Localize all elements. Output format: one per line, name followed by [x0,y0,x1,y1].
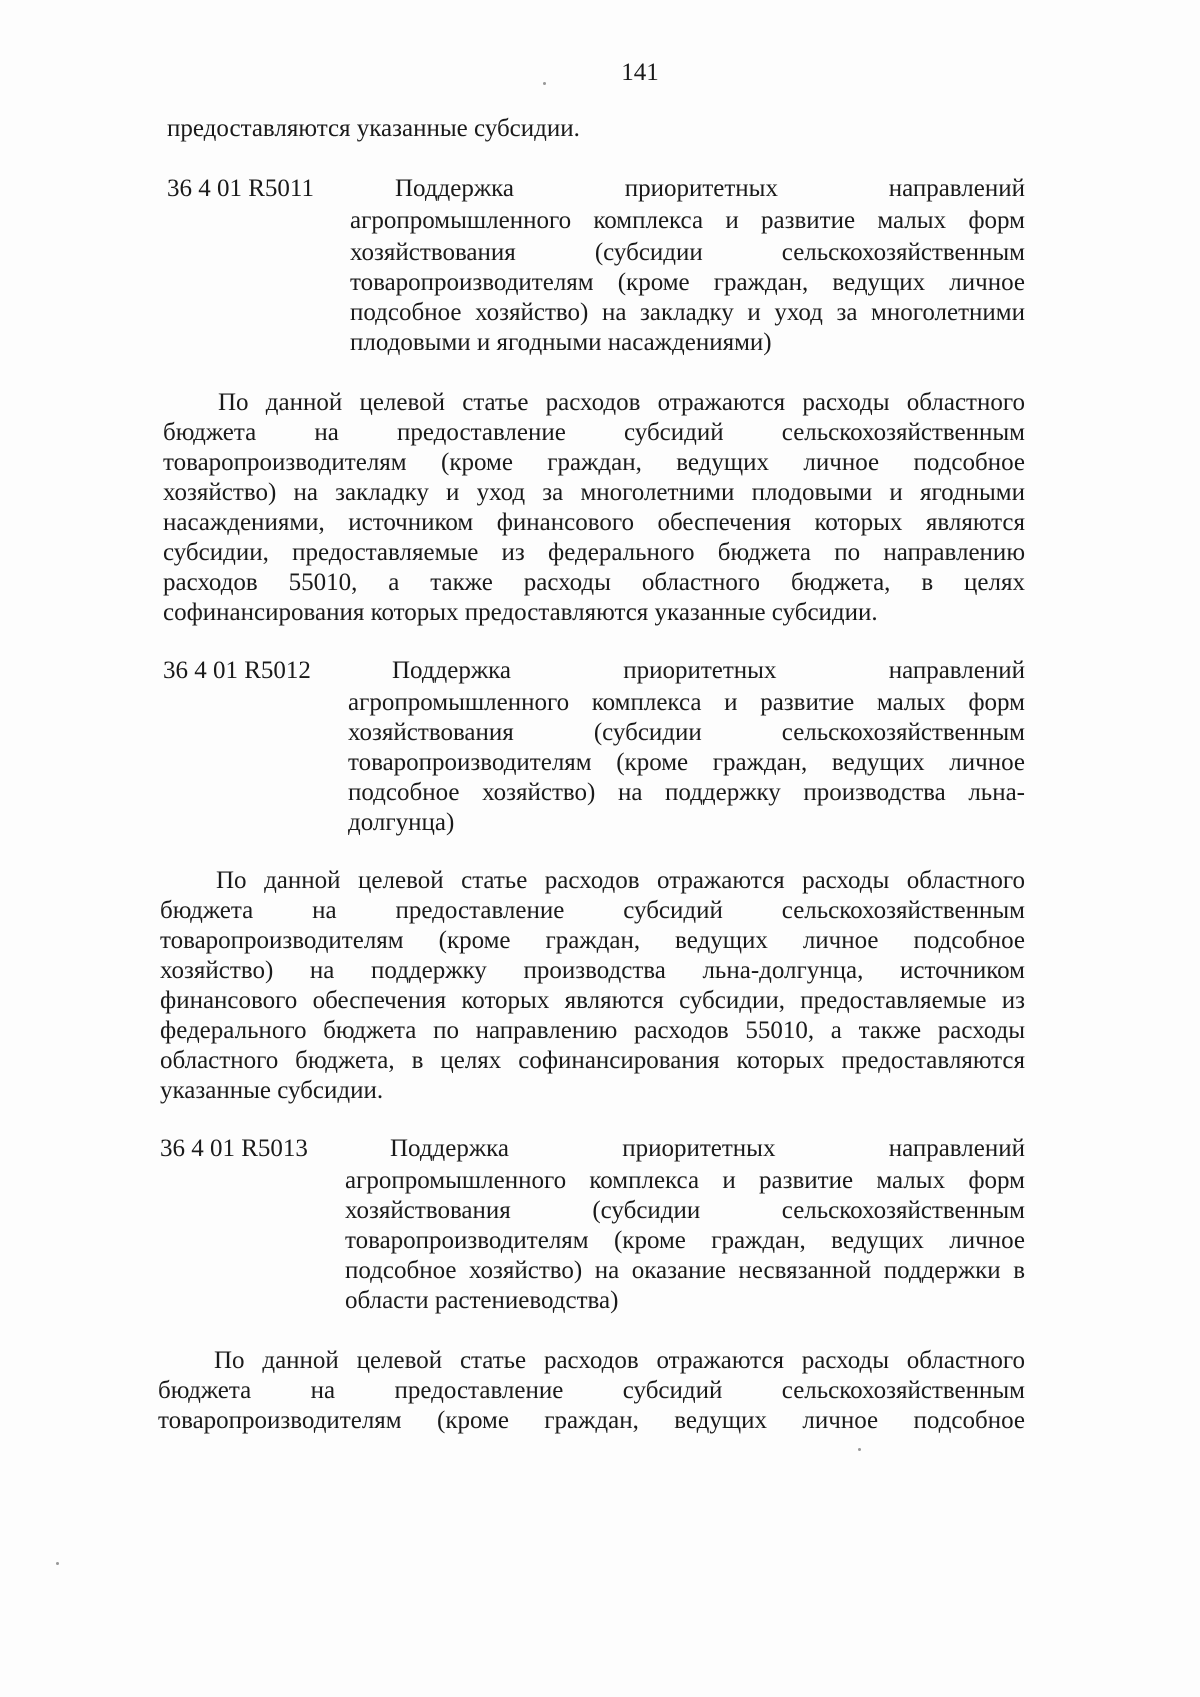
entry-body-line: По данной целевой статье расходов отражаются расходы областного [216,867,1025,894]
entry-body-line: софинансирования которых предоставляются указанные субсидии. [163,599,878,626]
entry-body-line: указанные субсидии. [160,1077,384,1104]
entry-title-line: товаропроизводителям (кроме граждан, ведущих личное [348,749,1025,776]
entry-code: 36 4 01 R5011 [167,175,314,202]
entry-title-line: агропромышленного комплекса и развитие малых форм [350,207,1025,234]
entry-body-line: бюджета на предоставление субсидий сельскохозяйственным [163,419,1025,446]
entry-body-line: товаропроизводителям (кроме граждан, ведущих личное подсобное [158,1407,1025,1434]
entry-title-line: долгунца) [348,809,455,836]
entry-code: 36 4 01 R5012 [163,657,311,684]
entry-title-line: плодовыми и ягодными насаждениями) [350,329,772,356]
entry-title-line: области растениеводства) [345,1287,619,1314]
entry-title-line: подсобное хозяйство) на закладку и уход за многолетними [350,299,1025,326]
entry-title-line: Поддержка приоритетных направлений [392,657,1025,684]
entry-title-line: хозяйствования (субсидии сельскохозяйственным [348,719,1025,746]
entry-title-line: подсобное хозяйство) на поддержку производства льна- [348,779,1025,806]
scan-speck [56,1562,59,1565]
entry-title-line: подсобное хозяйство) на оказание несвязанной поддержки в [345,1257,1025,1284]
entry-body-line: бюджета на предоставление субсидий сельскохозяйственным [160,897,1025,924]
entry-body-line: По данной целевой статье расходов отражаются расходы областного [218,389,1025,416]
entry-body-line: бюджета на предоставление субсидий сельскохозяйственным [158,1377,1025,1404]
entry-title-line: товаропроизводителям (кроме граждан, ведущих личное [350,269,1025,296]
entry-title-line: товаропроизводителям (кроме граждан, ведущих личное [345,1227,1025,1254]
entry-body-line: субсидии, предоставляемые из федерального бюджета по направлению [163,539,1025,566]
entry-body-line: товаропроизводителям (кроме граждан, ведущих личное подсобное [163,449,1025,476]
entry-body-line: хозяйство) на закладку и уход за многолетними плодовыми и ягодными [163,479,1025,506]
scan-speck [858,1448,861,1451]
entry-title-line: Поддержка приоритетных направлений [390,1135,1025,1162]
entry-code: 36 4 01 R5013 [160,1135,308,1162]
entry-body-line: хозяйство) на поддержку производства льна-долгунца, источником [160,957,1025,984]
entry-body-line: товаропроизводителям (кроме граждан, ведущих личное подсобное [160,927,1025,954]
entry-title-line: хозяйствования (субсидии сельскохозяйственным [350,239,1025,266]
entry-body-line: федерального бюджета по направлению расходов 55010, а также расходы [160,1017,1025,1044]
entry-body-line: финансового обеспечения которых являются субсидии, предоставляемые из [160,987,1025,1014]
entry-title-line: агропромышленного комплекса и развитие малых форм [345,1167,1025,1194]
entry-body-line: областного бюджета, в целях софинансирования которых предоставляются [160,1047,1025,1074]
entry-body-line: По данной целевой статье расходов отражаются расходы областного [214,1347,1025,1374]
scan-speck [543,82,546,85]
entry-title-line: хозяйствования (субсидии сельскохозяйственным [345,1197,1025,1224]
entry-body-line: расходов 55010, а также расходы областного бюджета, в целях [163,569,1025,596]
entry-title-line: агропромышленного комплекса и развитие малых форм [348,689,1025,716]
entry-body-line: насаждениями, источником финансового обеспечения которых являются [163,509,1025,536]
entry-title-line: Поддержка приоритетных направлений [395,175,1025,202]
intro-line: предоставляются указанные субсидии. [167,115,580,142]
page-number: 141 [621,59,659,86]
